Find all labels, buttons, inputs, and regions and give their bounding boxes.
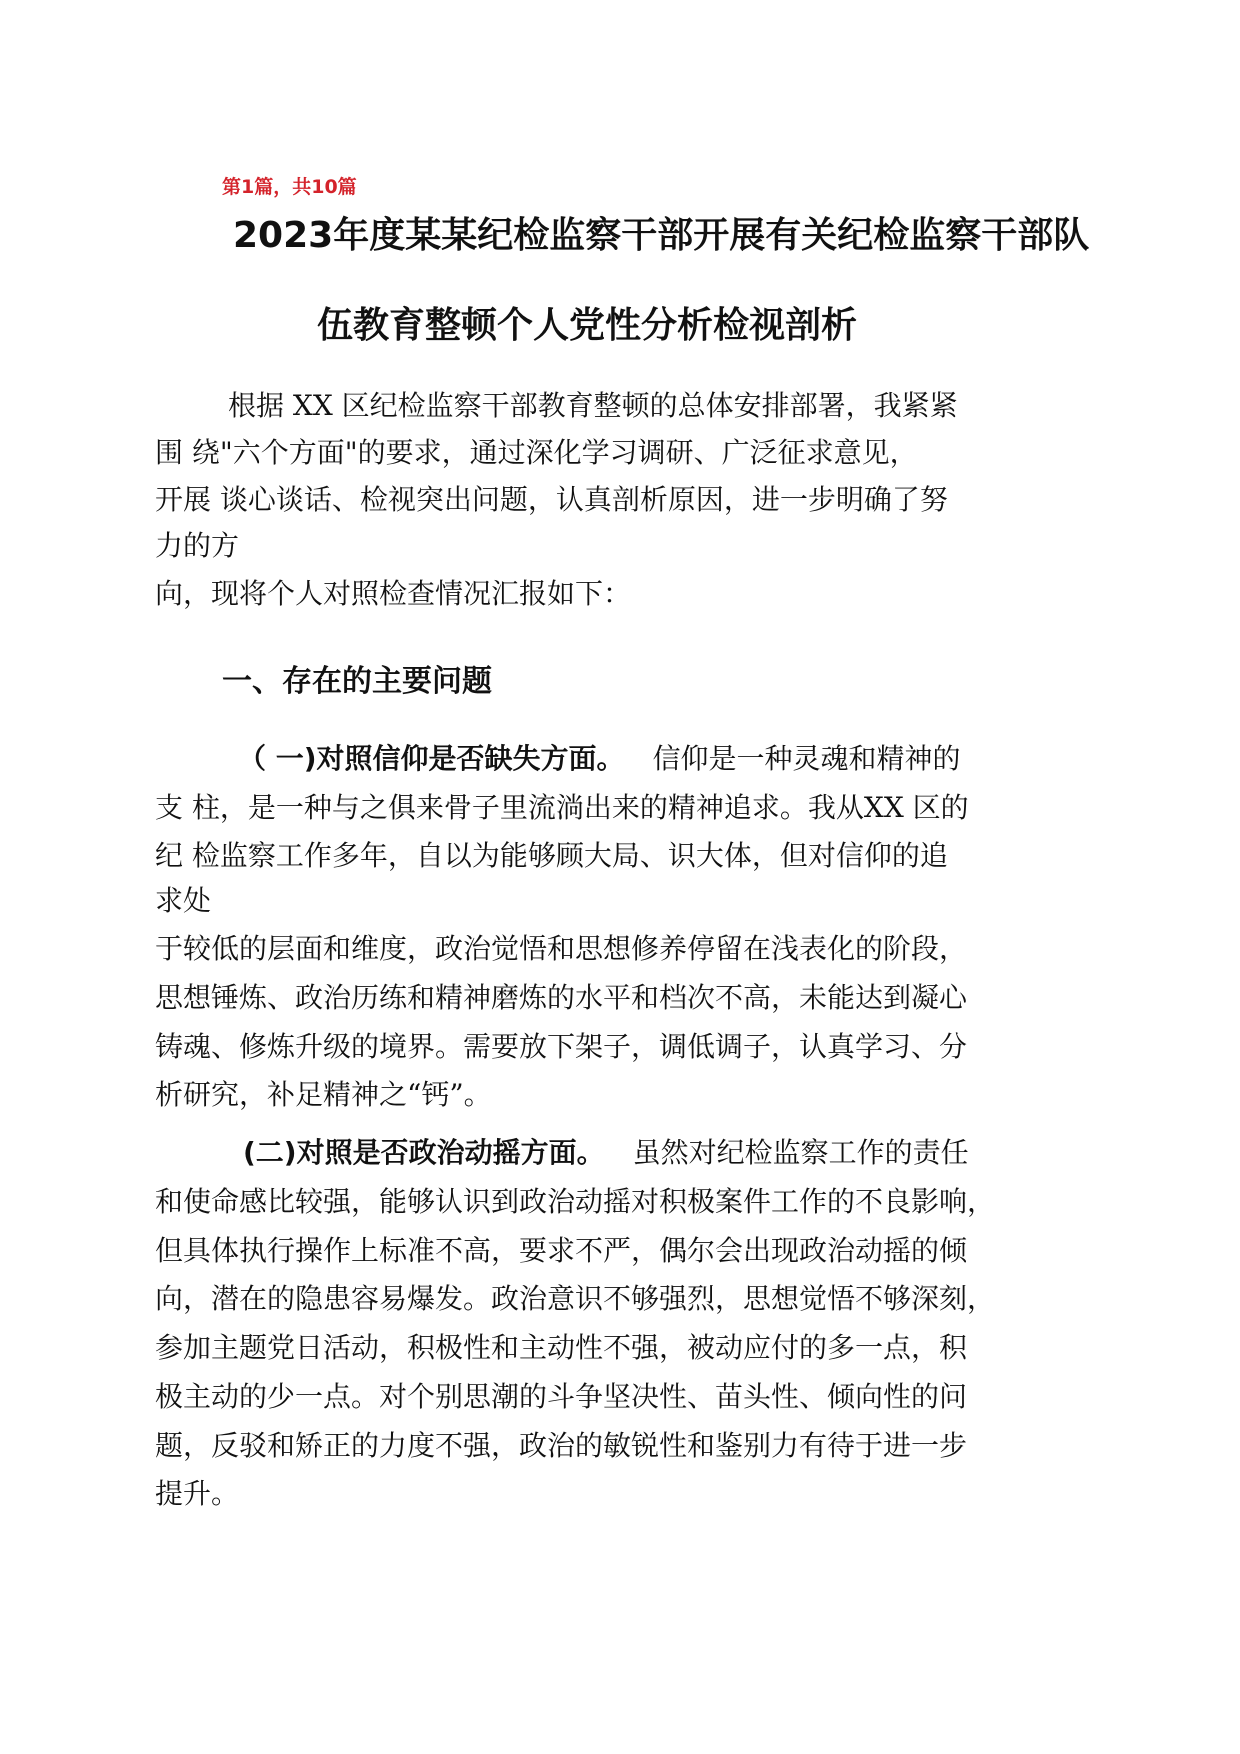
subsection-1-line-6: 思想锤炼、政治历练和精神磨炼的水平和档次不高，未能达到凝心 [155,981,968,1014]
subsection-1-line-5: 于较低的层面和维度，政治觉悟和思想修养停留在浅表化的阶段， [155,932,968,965]
subsection-2-line-1: 虽然对纪检监察工作的责任 [632,1136,969,1169]
subsection-2-label: (二)对照是否政治动摇方面。 [243,1136,605,1169]
subsection-1-line-4: 求处 [155,884,212,917]
subsection-2-line-2: 和使命感比较强，能够认识到政治动摇对积极案件工作的不良影响， [155,1185,996,1218]
subsection-1-label: （ 一)对照信仰是否缺失方面。 [238,742,625,775]
intro-line-4: 力的方 [155,529,240,562]
document-title-line-2: 伍教育整顿个人党性分析检视剖析 [317,305,858,346]
subsection-2-line-5: 参加主题党日活动，积极性和主动性不强，被动应付的多一点，积 [155,1331,968,1364]
intro-line-5: 向，现将个人对照检查情况汇报如下： [155,577,632,610]
subsection-1-line-2: 支 柱，是一种与之俱来骨子里流淌出来的精神追求。我从XX 区的 [155,791,969,824]
intro-line-2: 围 绕"六个方面"的要求，通过深化学习调研、广泛征求意见， [155,436,918,469]
subsection-2-line-7: 题，反驳和矫正的力度不强，政治的敏锐性和鉴别力有待于进一步 [155,1429,968,1462]
subsection-2-line-4: 向，潜在的隐患容易爆发。政治意识不够强烈，思想觉悟不够深刻， [155,1282,996,1315]
subsection-2-line-3: 但具体执行操作上标准不高，要求不严，偶尔会出现政治动摇的倾 [155,1234,968,1267]
subsection-2-first-line [243,1136,969,1170]
document-title-line-1: 2023年度某某纪检监察干部开展有关纪检监察干部队 [233,215,1090,256]
section-heading: 一、存在的主要问题 [222,664,492,699]
intro-line-1: 根据 XX 区纪检监察干部教育整顿的总体安排部署，我紧紧 [228,389,958,422]
subsection-1-line-7: 铸魂、修炼升级的境界。需要放下架子，调低调子，认真学习、分 [155,1030,968,1063]
subsection-1-line-1: 信仰是一种灵魂和精神的 [652,742,961,775]
subsection-2-line-8: 提升。 [155,1477,240,1510]
subsection-2-line-6: 极主动的少一点。对个别思潮的斗争坚决性、苗头性、倾向性的问 [155,1380,968,1413]
subsection-1-line-3: 纪 检监察工作多年，自以为能够顾大局、识大体，但对信仰的追 [155,839,948,872]
intro-line-3: 开展 谈心谈话、检视突出问题，认真剖析原因，进一步明确了努 [155,483,948,516]
subsection-1-line-8: 析研究，补足精神之“钙”。 [155,1078,492,1111]
document-counter: 第1篇，共10篇 [222,176,357,198]
subsection-1-first-line [238,742,961,776]
